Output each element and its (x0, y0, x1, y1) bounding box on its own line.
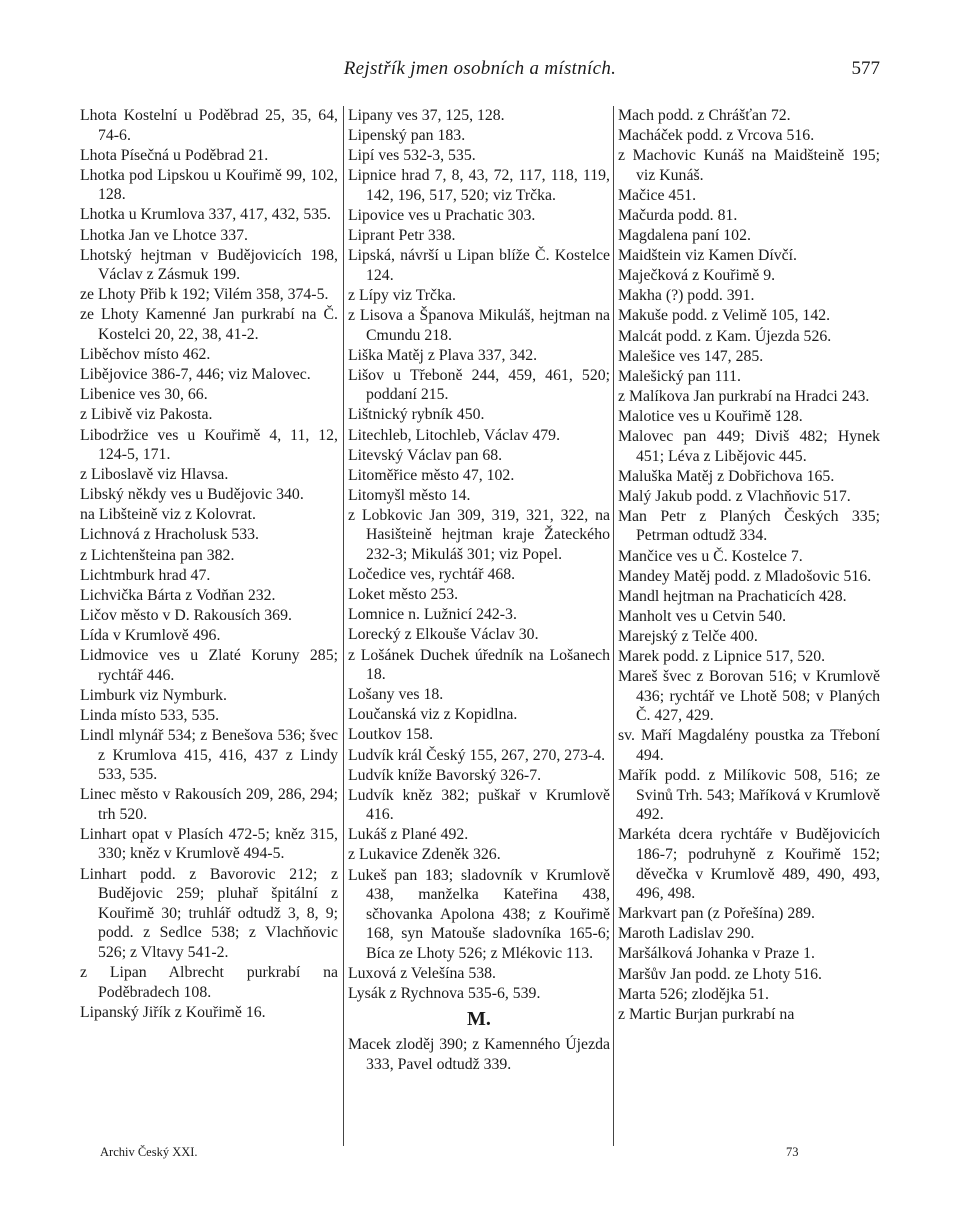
index-entry: z Lípy viz Trčka. (348, 286, 456, 304)
index-entry: Libský někdy ves u Budějovic 340. (80, 486, 304, 504)
column-divider (343, 106, 344, 1146)
index-entry: Loučanská viz z Kopidlna. (348, 706, 518, 724)
index-entry: Litoměřice město 47, 102. (348, 466, 515, 484)
index-entry: z Machovic Kunáš na Maidšteině 195; viz Kunáš. (618, 147, 880, 184)
index-entry: Litomyšl město 14. (348, 486, 471, 504)
index-entry: Liběchov místo 462. (80, 346, 211, 364)
index-entry: Ločedice ves, rychtář 468. (348, 566, 516, 584)
index-entry: Litechleb, Litochleb, Václav 479. (348, 426, 561, 444)
index-column-3 (618, 106, 880, 1146)
index-entry: Maroth Ladislav 290. (618, 925, 755, 943)
index-column-1 (80, 106, 338, 1146)
index-entry: Markéta dcera rychtáře v Budějovicích 186-7; podruhyně z Kouřimě 152; děvečka v Krumlově 489, 490, 493, 496, 498. (618, 826, 880, 903)
index-entry: Malešice ves 147, 285. (618, 347, 764, 365)
index-entry: Mandl hejtman na Prachaticích 428. (618, 587, 847, 605)
index-entry: Malcát podd. z Kam. Újezda 526. (618, 327, 832, 345)
index-entry: Malešický pan 111. (618, 367, 741, 385)
index-entry: Man Petr z Planých Českých 335; Petrman odtudž 334. (618, 507, 880, 545)
index-entry: Linec město v Rakousích 209, 286, 294; trh 520. (80, 786, 338, 823)
index-entry: z Liboslavě viz Hlavsa. (80, 466, 229, 484)
index-entry: Malovec pan 449; Diviš 482; Hynek 451; Léva z Liběјovic 445. (618, 428, 880, 465)
index-columns (80, 106, 880, 1146)
index-entry: Linhart podd. z Bavorovic 212; z Budějovic 259; pluhař špitální z Kouřimě 30; truhlář odtudž 3, 8, 9; podd. z Sedlce 538; z Vlachňovic 526; z Vltavy 541-2. (80, 865, 338, 961)
index-entry: Limburk viz Nymburk. (80, 686, 227, 704)
running-title: Rejstřík jmen osobních a místních. (343, 58, 617, 79)
index-entry: Libodržice ves u Kouřimě 4, 11, 12, 124-5, 171. (80, 426, 338, 464)
index-entry: Makha (?) podd. 391. (618, 287, 755, 305)
index-entry: Luxová z Velešína 538. (348, 965, 496, 983)
index-entry: ze Lhoty Kamenné Jan purkrabí na Č. Kostelci 20, 22, 38, 41-2. (80, 306, 338, 344)
index-entry: Mařík podd. z Milíkovic 508, 516; ze Svinů Trh. 543; Maříková v Krumlově 492. (618, 767, 880, 824)
index-entry: Ludvík král Český 155, 267, 270, 273-4. (348, 746, 606, 764)
index-entry: Lipovice ves u Prachatic 303. (348, 206, 536, 224)
index-entry: Mačice 451. (618, 186, 697, 204)
index-entry: Lipí ves 532-3, 535. (348, 147, 476, 165)
index-entry: Lištnický rybník 450. (348, 406, 485, 424)
section-heading: M. (467, 1007, 491, 1030)
index-entry: Litevský Václav pan 68. (348, 446, 503, 464)
index-entry: z Malíkova Jan purkrabí na Hradci 243. (618, 387, 870, 405)
index-entry: Lhota Písečná u Poděbrad 21. (80, 146, 269, 164)
index-entry: Liška Matěj z Plava 337, 342. (348, 346, 538, 364)
index-entry: Mačurda podd. 81. (618, 206, 738, 224)
index-entry: Malotice ves u Kouřimě 128. (618, 407, 803, 425)
index-entry: Liběјovice 386-7, 446; viz Malovec. (80, 366, 311, 384)
index-entry: Lipská, návrší u Lipan blíže Č. Kostelce 124. (348, 247, 610, 284)
volume-footer: Archiv Český XXI. (100, 1145, 198, 1159)
index-entry: Maidštein viz Kamen Dívčí. (618, 247, 797, 265)
index-entry: Lhotka u Krumlova 337, 417, 432, 535. (80, 206, 331, 224)
index-entry: Lipenský pan 183. (348, 127, 466, 145)
index-entry: Lhota Kostelní u Poděbrad 25, 35, 64, 74-6. (80, 107, 338, 144)
index-entry: Lichnová z Hracholusk 533. (80, 526, 259, 544)
index-entry: z Lobkovic Jan 309, 319, 321, 322, na Hasišteině hejtman kraje Žateckého 232-3; Mikuláš 301; viz Popel. (348, 506, 610, 564)
page-number: 577 (851, 58, 880, 79)
index-entry: Macek zloděj 390; z Kamenného Újezda 333, Pavel odtudž 339. (348, 1036, 610, 1073)
index-entry: z Lošánek Duchek úředník na Lošanech 18. (348, 646, 610, 684)
index-entry: Ličov město v D. Rakousích 369. (80, 606, 292, 624)
index-entry: Mančice ves u Č. Kostelce 7. (618, 547, 803, 565)
index-entry: Ludvík kněz 382; puškař v Krumlově 416. (348, 786, 610, 824)
index-entry: z Lipan Albrecht purkrabí na Poděbradech 108. (80, 964, 338, 1001)
index-entry: Linda místo 533, 535. (80, 706, 220, 724)
page-header (80, 58, 880, 88)
index-entry: Lysák z Rychnova 535-6, 539. (348, 985, 541, 1003)
index-entry: Lipnice hrad 7, 8, 43, 72, 117, 118, 119, 142, 196, 517, 520; viz Trčka. (348, 167, 610, 204)
index-entry: Liprant Petr 338. (348, 227, 456, 245)
index-entry: na Libšteině viz z Kolovrat. (80, 506, 256, 524)
index-entry: Maršův Jan podd. ze Lhoty 516. (618, 965, 823, 983)
index-entry: Linhart opat v Plasích 472-5; kněz 315, 330; kněz v Krumlově 494-5. (80, 825, 338, 863)
index-entry: z Martic Burjan purkrabí na (618, 1005, 795, 1023)
index-entry: Malý Jakub podd. z Vlachňovic 517. (618, 487, 851, 505)
index-entry: Lukeš pan 183; sladovník v Krumlově 438, manželka Kateřina 438, sčhovanka Apolona 438; z Kouřimě 168, syn Matouše sladovníka 165-6; Bíca ze Lhoty 526; z Mlékovic 113. (348, 866, 610, 962)
column-divider (613, 106, 614, 1146)
index-entry: Libenice ves 30, 66. (80, 386, 208, 404)
index-entry: Manholt ves u Cetvin 540. (618, 607, 787, 625)
index-entry: Makuše podd. z Velimě 105, 142. (618, 307, 831, 325)
index-entry: Lipanský Jiřík z Kouřimě 16. (80, 1003, 266, 1021)
index-entry: Maluška Matěj z Dobřichova 165. (618, 467, 835, 485)
index-entry: Maršálková Johanka v Praze 1. (618, 945, 815, 963)
index-entry: Lichvička Bárta z Vodňan 232. (80, 586, 276, 604)
index-column-2 (348, 106, 610, 1146)
index-entry: Lichtmburk hrad 47. (80, 566, 211, 584)
index-entry: Lhotka pod Lipskou u Kouřimě 99, 102, 128. (80, 166, 338, 204)
index-entry: Mareš švec z Borovan 516; v Krumlově 436; rychtář ve Lhotě 508; v Planých Č. 427, 429. (618, 668, 880, 725)
signature-mark: 73 (786, 1145, 799, 1159)
index-entry: Lipany ves 37, 125, 128. (348, 107, 505, 124)
index-entry: Loket město 253. (348, 586, 459, 604)
index-entry: Lukáš z Plané 492. (348, 826, 469, 844)
index-entry: Lidmovice ves u Zlaté Koruny 285; rychtář 446. (80, 647, 338, 684)
index-entry: Mandey Matěj podd. z Mladošovic 516. (618, 567, 872, 585)
index-entry: z Lichtenšteina pan 382. (80, 546, 235, 564)
index-entry: Lhotský hejtman v Budějovicích 198, Václav z Zásmuk 199. (80, 246, 338, 284)
index-entry: Lorecký z Elkouše Václav 30. (348, 626, 539, 644)
index-entry: Lišov u Třeboně 244, 459, 461, 520; poddaní 215. (348, 366, 610, 404)
index-entry: Maječková z Kouřimě 9. (618, 267, 776, 285)
index-entry: Lomnice n. Lužnicí 242-3. (348, 606, 517, 624)
index-entry: Markvart pan (z Pořešína) 289. (618, 905, 815, 923)
index-entry: Macháček podd. z Vrcova 516. (618, 127, 815, 145)
index-entry: Lhotka Jan ve Lhotce 337. (80, 226, 249, 244)
index-entry: Lošany ves 18. (348, 686, 444, 704)
index-entry: Marta 526; zlodějka 51. (618, 985, 769, 1003)
index-entry: Mach podd. z Chrášťan 72. (618, 107, 791, 124)
index-entry: Ludvík kníže Bavorský 326-7. (348, 766, 542, 784)
index-entry: z Libivě viz Pakosta. (80, 406, 213, 424)
index-entry: z Lukavice Zdeněk 326. (348, 846, 501, 864)
index-entry: Magdalena paní 102. (618, 227, 751, 245)
index-entry: Marejský z Telče 400. (618, 627, 758, 645)
index-entry: Loutkov 158. (348, 726, 434, 744)
index-entry: Lindl mlynář 534; z Benešova 536; švec z Krumlova 415, 416, 437 z Lindy 533, 535. (80, 726, 338, 784)
index-entry: Marek podd. z Lipnice 517, 520. (618, 648, 826, 666)
index-entry: sv. Maří Magdalény poustka za Třeboní 494. (618, 727, 880, 764)
index-entry: ze Lhoty Přib k 192; Vilém 358, 374-5. (80, 286, 329, 304)
index-entry: Lída v Krumlově 496. (80, 626, 221, 644)
index-entry: z Lisova a Španova Mikuláš, hejtman na Cmundu 218. (348, 306, 610, 344)
